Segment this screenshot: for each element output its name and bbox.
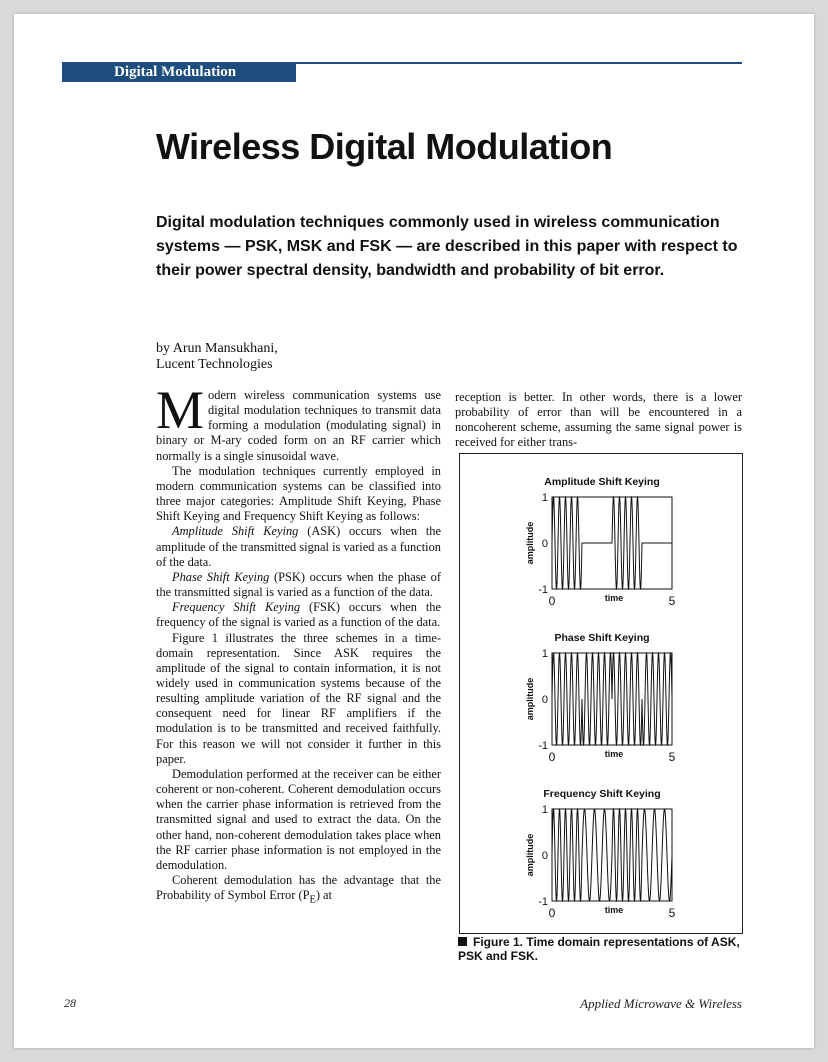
byline-author: by Arun Mansukhani, — [156, 341, 278, 356]
left-column — [156, 380, 442, 908]
paragraph-1-text: odern wireless communication systems use digital modulation techniques to transmit data forming a modulation (modulating signal) in binary or M-ary coded form on an RF carrier which normally is a single sinusoidal wave. — [156, 388, 441, 463]
series-line — [552, 497, 672, 589]
subscript-e: E — [309, 894, 316, 906]
article-title: Wireless Digital Modulation — [156, 126, 613, 167]
drop-cap: M — [156, 380, 205, 440]
y-tick-label: 1 — [541, 492, 548, 504]
x-tick-label: 5 — [668, 594, 676, 608]
term-fsk: Frequency Shift Keying — [172, 600, 301, 615]
paragraph-8-text-a: Coherent demodulation has the advantage that the Probability of Symbol Error (P — [156, 873, 441, 903]
paragraph-3-text: (ASK) occurs when the amplitude of the transmitted signal is varied as a function of the data. — [156, 524, 441, 569]
byline — [156, 341, 278, 373]
paragraph-8-text-b: ) at — [315, 888, 332, 903]
series-line — [552, 809, 672, 901]
paragraph-4 — [156, 570, 441, 600]
term-ask: Amplitude Shift Keying — [172, 524, 299, 539]
y-tick-label: -1 — [538, 740, 548, 752]
term-psk: Phase Shift Keying — [172, 569, 270, 584]
section-header-rule — [296, 62, 742, 64]
y-axis-label: amplitude — [525, 833, 535, 877]
y-tick-label: 0 — [541, 538, 548, 550]
y-tick-label: 1 — [541, 648, 548, 660]
section-header-tab: Digital Modulation — [62, 62, 296, 82]
paragraph-4-text: (PSK) occurs when the phase of the transmitted signal is varied as a function of the data. — [156, 569, 442, 600]
figure-1-plots — [460, 454, 744, 935]
y-tick-label: -1 — [538, 896, 548, 908]
paragraph-5-text: (FSK) occurs when the frequency of the signal is varied as a function of the data. — [156, 600, 441, 630]
paragraph-1 — [156, 380, 441, 464]
x-axis-label: time — [604, 905, 624, 915]
paragraph-8 — [156, 873, 441, 908]
x-tick-label: 0 — [548, 594, 556, 608]
paragraph-7: Demodulation performed at the receiver can be either coherent or non-coherent. Coherent demodulation occurs when the carrier phase information is retrieved from the transmitted signal and used to extract the data. On the other hand, non-coherent demodulation takes place when the RF carrier phase information is not employed in the demodulation. — [156, 766, 441, 872]
x-tick-label: 5 — [668, 750, 676, 764]
paragraph-2: The modulation techniques currently employed in modern communication systems can be classified into three major categories: Amplitude Shift Keying, Phase Shift Keying and Frequency Shift Keying as follows: — [156, 463, 441, 524]
x-tick-label: 0 — [548, 906, 556, 920]
x-axis-label: time — [604, 749, 624, 759]
y-tick-label: 0 — [541, 694, 548, 706]
series-line — [552, 653, 672, 745]
figure-1 — [459, 453, 743, 934]
y-tick-label: 1 — [541, 804, 548, 816]
x-tick-label: 0 — [548, 750, 556, 764]
y-axis-label: amplitude — [525, 521, 535, 565]
paragraph-3 — [156, 524, 441, 569]
page-number: 28 — [64, 996, 76, 1010]
y-tick-label: 0 — [541, 850, 548, 862]
chart-title: Phase Shift Keying — [554, 632, 650, 644]
article-abstract: Digital modulation techniques commonly used in wireless communication systems — PSK, MSK and FSK — are described in this paper with respect to their power spectral density, bandwidth and probability of bit error. — [156, 214, 738, 279]
byline-affiliation: Lucent Technologies — [156, 357, 273, 372]
journal-name: Applied Microwave & Wireless — [580, 996, 742, 1011]
x-axis-label: time — [604, 593, 624, 603]
y-tick-label: -1 — [538, 584, 548, 596]
chart-title: Amplitude Shift Keying — [544, 476, 660, 488]
y-axis-label: amplitude — [525, 677, 535, 721]
figure-caption-text: Figure 1. Time domain representations of ASK, PSK and FSK. — [458, 935, 740, 963]
page — [14, 14, 814, 1048]
figure-caption — [458, 935, 748, 963]
chart-title: Frequency Shift Keying — [543, 788, 661, 800]
paragraph-6: Figure 1 illustrates the three schemes in a time-domain representation. Since ASK requires the amplitude of the signal to contain information, it is not widely used in communication systems because of the resulting amplitude variation of the RF signal and the consequent need for linear RF amplifiers if the modulation is to be transmitted and received faithfully. For this reason we will not consider it further in this paper. — [156, 630, 441, 766]
right-column-text: reception is better. In other words, there is a lower probability of error than will be encountered in a noncoherent scheme, assuming the same signal power is received for either trans- — [455, 390, 742, 450]
paragraph-5 — [156, 600, 441, 630]
x-tick-label: 5 — [668, 906, 676, 920]
caption-square-icon — [458, 937, 467, 946]
